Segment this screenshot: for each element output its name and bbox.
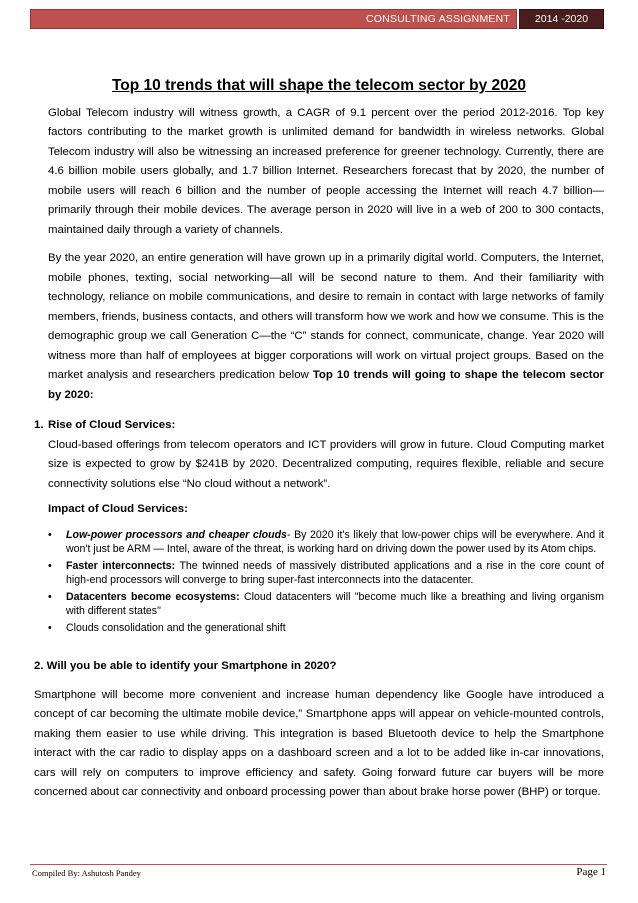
bullet-label: Low-power processors and cheaper clouds bbox=[66, 528, 287, 541]
impact-heading: Impact of Cloud Services: bbox=[48, 503, 188, 515]
footer-compiled-by: Compiled By: Ashutosh Pandey bbox=[32, 868, 141, 878]
bullet-icon: • bbox=[48, 528, 52, 541]
list-item bbox=[48, 528, 604, 557]
bullet-text: Cloud datacenters will "become much like a breathing and living organism with different states" bbox=[66, 590, 604, 617]
bullet-icon: • bbox=[48, 590, 52, 603]
bullet-text: - By 2020 it's likely that low-power chips will be everywhere. And it won't just be ARM — Intel, aware of the threat, is working hard on driving down the power used by its Atom chips. bbox=[66, 528, 604, 555]
bullet-icon: • bbox=[48, 559, 52, 572]
intro-paragraph-2-text: By the year 2020, an entire generation will have grown up in a primarily digital world. Computers, the Internet, mobile phones, texting, social networking—all will be second nature to them. And their familiarity with technology, reliance on mobile communications, and desire to remain in contact with large networks of family members, friends, business contacts, and others will transform how we work and how we consume. This is the demographic group we call Generation C—the “C” stands for connect, communicate, change. Year 2020 will witness more than half of employees at bigger corporations will work on virtual project groups. Based on the market analysis and researchers predication below bbox=[48, 252, 604, 381]
bullet-text: The twinned needs of massively distributed applications and a rise in the core count of high-end processors will converge to bring super-fast interconnects into the datacenter. bbox=[66, 559, 605, 586]
footer-page-number: Page 1 bbox=[576, 866, 606, 878]
section-1-number: 1. bbox=[34, 419, 44, 431]
list-item bbox=[48, 590, 604, 619]
list-item bbox=[48, 621, 604, 636]
bullet-icon: • bbox=[48, 621, 52, 634]
section-1-body: Cloud-based offerings from telecom operators and ICT providers will grow in future. Cloud Computing market size is expected to grow by $241B by 2020. Decentralized computing, requires flexible, reliable and secure connectivity solutions else “No cloud without a network”. bbox=[48, 438, 604, 490]
footer-divider bbox=[30, 864, 607, 865]
section-1-title: Rise of Cloud Services: bbox=[48, 419, 176, 431]
header-assignment-label: CONSULTING ASSIGNMENT bbox=[30, 9, 517, 29]
impact-bullet-list bbox=[48, 528, 604, 636]
section-2-body: Smartphone will become more convenient and increase human dependency like Google have introduced a concept of car becoming the ultimate mobile device,” Smartphone apps will appear on vehicle-mounted controls, making them easier to use while driving. This integration is based Bluetooth device to help the Smartphone interact with the car radio to display apps on a dashboard screen and a lot to be added like in-car innovations, cars will rely on computers to improve efficiency and safety. Going forward future car buyers will be more concerned about car connectivity and onboard processing power than about brake horse power (BHP) or torque. bbox=[34, 688, 604, 798]
section-2-heading: 2. Will you be able to identify your Smartphone in 2020? bbox=[34, 660, 337, 672]
bullet-text: Clouds consolidation and the generational shift bbox=[66, 621, 286, 634]
section-1-heading bbox=[34, 416, 604, 436]
bullet-label: Faster interconnects: bbox=[66, 559, 176, 572]
document-body bbox=[34, 72, 604, 803]
page-header bbox=[30, 9, 604, 29]
document-title: Top 10 trends that will shape the telecom sector by 2020 bbox=[111, 77, 527, 94]
intro-paragraph-2-bold: Top 10 trends will going to shape the telecom sector by 2020: bbox=[48, 369, 604, 401]
header-years-label: 2014 -2020 bbox=[519, 9, 604, 29]
intro-paragraph-2 bbox=[48, 249, 604, 405]
intro-paragraph-1: Global Telecom industry will witness growth, a CAGR of 9.1 percent over the period 2012-2016. Top key factors contributing to the market growth is unlimited demand for bandwidth in wireless networks. Global Telecom industry will also be witnessing an increased preference for greener technology. Currently, there are 4.6 billion mobile users globally, and 1.7 billion Internet. Researchers forecast that by 2020, the number of mobile users will reach 6 billion and the number of people accessing the Internet will reach 4.7 billion—primarily through their mobile devices. The average person in 2020 will live in a web of 200 to 300 contacts, maintained daily through a variety of channels. bbox=[48, 106, 604, 236]
bullet-label: Datacenters become ecosystems: bbox=[66, 590, 240, 603]
list-item bbox=[48, 559, 604, 588]
